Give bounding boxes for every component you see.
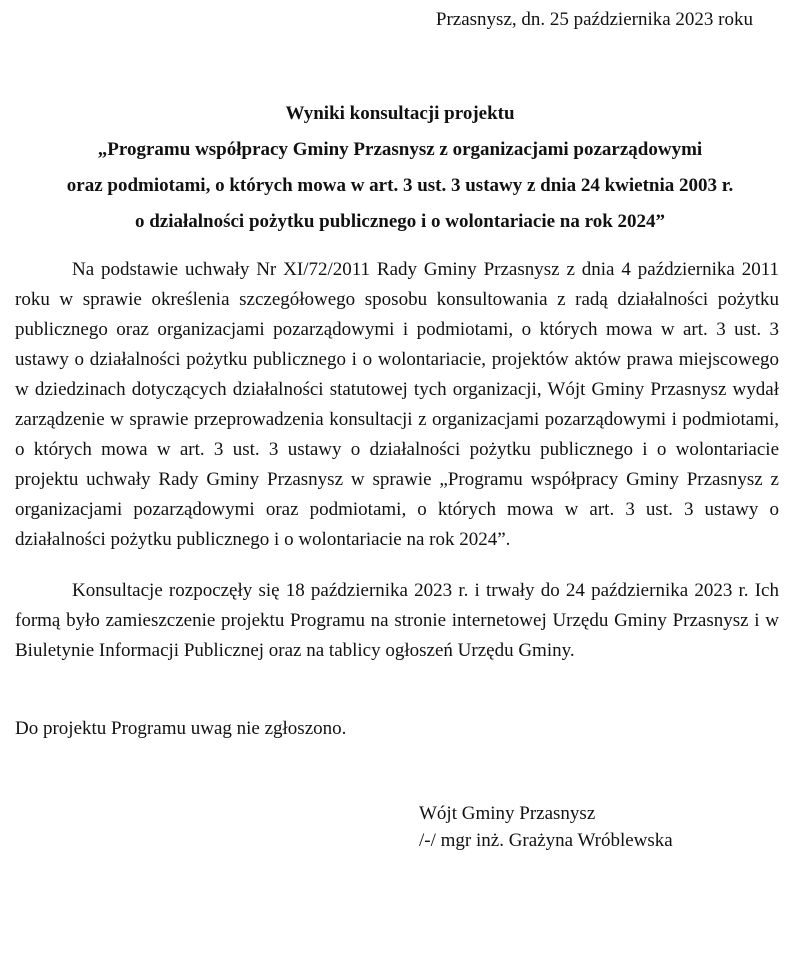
signature-name: /-/ mgr inż. Grażyna Wróblewska <box>419 830 673 851</box>
title-line-2: „Programu współpracy Gminy Przasnysz z organizacjami pozarządowymi <box>97 139 703 160</box>
paragraph-no-remarks-note: Do projektu Programu uwag nie zgłoszono. <box>15 718 347 739</box>
signature-title: Wójt Gminy Przasnysz <box>419 803 596 824</box>
document-title <box>0 96 800 240</box>
title-line-3: oraz podmiotami, o których mowa w art. 3 ust. 3 ustawy z dnia 24 kwietnia 2003 r. <box>66 175 734 196</box>
title-line-1: Wyniki konsultacji projektu <box>285 103 515 124</box>
document-dateline: Przasnysz, dn. 25 października 2023 roku <box>435 9 753 30</box>
paragraph-consultation-dates: Konsultacje rozpoczęły się 18 października 2023 r. i trwały do 24 października 2023 r. Ich formą było zamieszczenie projektu Programu na stronie internetowej Urzędu Gminy Przasnysz i w Biuletynie Informacji Publicznej oraz na tablicy ogłoszeń Urzędu Gminy. <box>15 580 779 661</box>
title-line-4: o działalności pożytku publicznego i o wolontariacie na rok 2024” <box>134 211 666 232</box>
paragraph-legal-basis: Na podstawie uchwały Nr XI/72/2011 Rady Gminy Przasnysz z dnia 4 października 2011 roku w sprawie określenia szczegółowego sposobu konsultowania z radą działalności pożytku publicznego oraz organizacjami pozarządowymi i podmiotami, o których mowa w art. 3 ust. 3 ustawy o działalności pożytku publicznego i o wolontariacie, projektów aktów prawa miejscowego w dziedzinach dotyczących działalności statutowej tych organizacji, Wójt Gminy Przasnysz wydał zarządzenie w sprawie przeprowadzenia konsultacji z organizacjami pozarządowymi i podmiotami, o których mowa w art. 3 ust. 3 ustawy o działalności pożytku publicznego i o wolontariacie projektu uchwały Rady Gminy Przasnysz w sprawie „Programu współpracy Gminy Przasnysz z organizacjami pozarządowymi oraz podmiotami, o których mowa w art. 3 ust. 3 ustawy o działalności pożytku publicznego i o wolontariacie na rok 2024”. <box>15 259 779 550</box>
signature-block <box>419 800 800 854</box>
